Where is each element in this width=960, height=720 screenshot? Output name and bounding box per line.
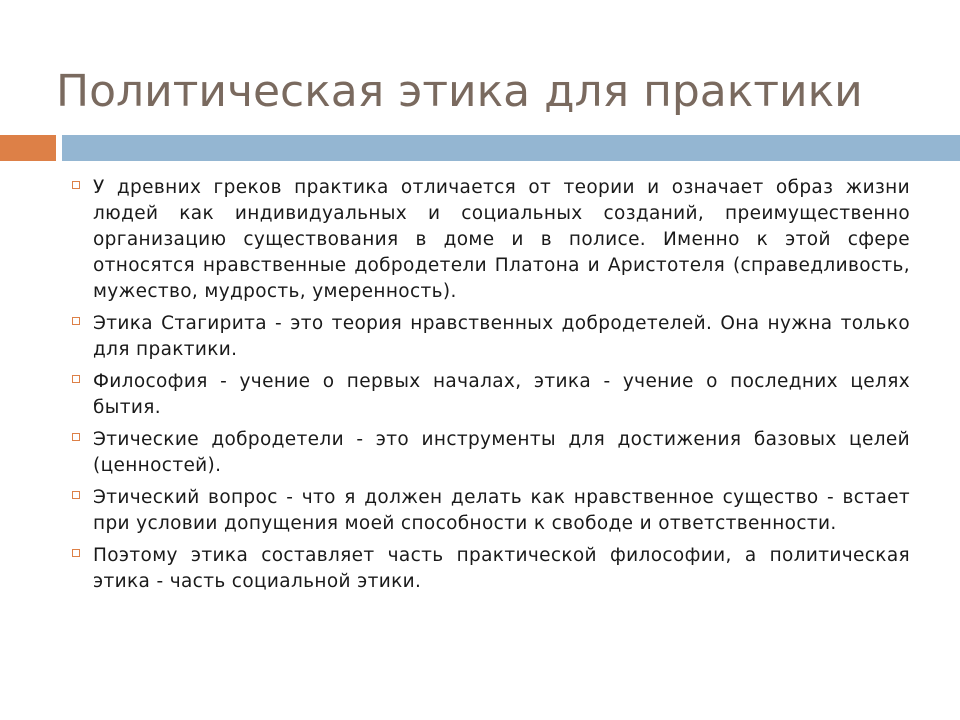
bullet-text: Этический вопрос - что я должен делать как нравственное существо - встает при условии допущения моей способности к свободе и ответственности. — [93, 487, 910, 534]
bullet-item — [72, 369, 910, 421]
bullet-text: Поэтому этика составляет часть практической философии, а политическая этика - часть социальной этики. — [93, 545, 910, 592]
title-underline-bar — [62, 135, 960, 161]
bullet-text: У древних греков практика отличается от теории и означает образ жизни людей как индивидуальных и социальных созданий, преимущественно организацию существования в доме и в полисе. Именно к этой сфере относятся нравственные добродетели Платона и Аристотеля (справедливость, мужество, мудрость, умеренность). — [93, 177, 910, 302]
bullet-item — [72, 543, 910, 595]
accent-bar — [0, 135, 56, 161]
hollow-square-bullet-icon — [72, 181, 80, 189]
bullet-text: Этика Стагирита - это теория нравственных добродетелей. Она нужна только для практики. — [93, 313, 910, 360]
slide-title: Политическая этика для практики — [56, 66, 863, 117]
hollow-square-bullet-icon — [72, 375, 80, 383]
hollow-square-bullet-icon — [72, 549, 80, 557]
bullet-item — [72, 427, 910, 479]
bullet-item — [72, 485, 910, 537]
bullet-item — [72, 175, 910, 305]
hollow-square-bullet-icon — [72, 317, 80, 325]
bullet-text: Этические добродетели - это инструменты для достижения базовых целей (ценностей). — [93, 429, 910, 476]
bullet-list — [72, 175, 910, 601]
hollow-square-bullet-icon — [72, 491, 80, 499]
hollow-square-bullet-icon — [72, 433, 80, 441]
bullet-text: Философия - учение о первых началах, этика - учение о последних целях бытия. — [93, 371, 910, 418]
bullet-item — [72, 311, 910, 363]
